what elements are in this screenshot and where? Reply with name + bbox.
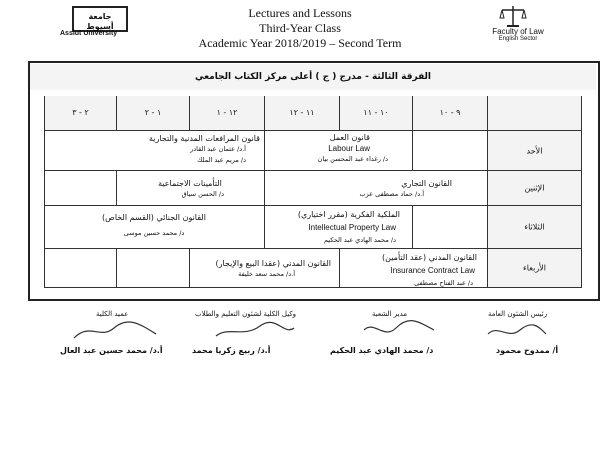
course-title: التأمينات الاجتماعية [158,179,222,188]
course-title: قانون العمل [329,133,370,142]
signature-title-dean: عميد الكلية [96,310,129,318]
wednesday-course-insurance [343,252,483,289]
grid-line [339,96,340,130]
professor-name: أ.د/ حماد مصطفى عزب [359,190,424,198]
monday-course-commercial [268,178,480,200]
wednesday-course-civil-sale [193,258,335,280]
signature-title-public-affairs: رئيس الشئون العامة [488,310,548,318]
tuesday-course-criminal [48,212,260,239]
header-line-1: Lectures and Lessons [248,6,352,20]
grid-line [264,130,265,170]
time-slot-11-12: ١١ - ١٢ [265,96,339,130]
grid-line [189,96,190,130]
day-monday: الإثنين [488,171,581,205]
signature-name-dean: أ.د/ محمد حسين عبد العال [60,346,163,355]
time-slot-2-3: ٢ - ٣ [45,96,116,130]
course-title-en: Insurance Contract Law [390,266,475,275]
course-title: قانون المرافعات المدنية والتجارية [148,134,260,143]
course-title: الملكية الفكرية (مقرر اختياري) [297,210,400,219]
time-slot-1-2: ١ - ٢ [117,96,189,130]
sunday-course-procedure [48,133,260,166]
grid-line [44,170,582,171]
university-logo-text: جامعة أسيوط [86,12,114,31]
monday-course-social-insurance [120,178,260,200]
grid-line [116,248,117,288]
professor-name: د/ مريم عبد الملك [197,156,246,164]
grid-line [412,130,413,170]
course-title: القانون التجاري [401,179,452,188]
header-line-3: Academic Year 2018/2019 – Second Term [198,36,402,50]
time-slot-9-10: ٩ - ١٠ [413,96,487,130]
professor-name: د/ محمد حسين موسى [123,229,185,237]
signature-name-public-affairs: أ/ ممدوح محمود [496,346,559,355]
tuesday-course-ip [268,209,408,246]
grid-line [189,248,190,288]
grid-line [264,170,265,205]
header-line-2: Third-Year Class [259,21,341,35]
days-header-cell [488,96,581,130]
signature-name-vice-dean: أ.د/ ربيع زكريا محمد [192,346,271,355]
grid-line [264,96,265,130]
university-name: Assiut University [60,30,118,37]
time-slot-12-1: ١٢ - ١ [190,96,264,130]
grid-line [44,130,582,131]
grid-line [116,170,117,205]
grid-line [44,205,582,206]
professor-name: د/ الحسن سياق [181,190,224,198]
public-affairs-signature-icon [482,318,552,344]
course-title: القانون المدني (عقد التأمين) [382,253,477,262]
vice-dean-signature-icon [210,318,300,344]
schedule-title: الفرقة الثالثة - مدرج ( ج ) أعلى مركز الكتاب الجامعي [30,64,596,90]
signature-title-vice-dean: وكيل الكلية لشئون التعليم والطلاب [195,310,297,318]
sunday-course-labour [268,132,408,165]
director-signature-icon [360,316,440,342]
time-slot-10-11: ١٠ - ١١ [340,96,412,130]
grid-line [44,248,582,249]
grid-line [116,96,117,130]
professor-name: د/ رغداء عبد المحسن بيان [317,155,388,163]
university-logo [72,6,128,32]
sector-name: English Sector [498,36,538,42]
professor-name: د/ محمد الهادي عبد الحكيم [323,236,396,244]
professor-name: د/ عبد الفتاح مصطفى [414,279,473,287]
grid-line [339,248,340,288]
dean-signature-icon [70,318,160,344]
professor-name: أ.د/ محمد سعد خليفة [238,270,295,278]
course-title-en: Intellectual Property Law [308,223,396,232]
signature-name-division-director: د/ محمد الهادي عبد الحكيم [330,346,434,355]
day-tuesday: الثلاثاء [488,206,581,248]
grid-line [487,96,488,288]
day-sunday: الأحد [488,131,581,170]
grid-line [412,96,413,130]
signature-title-division-director: مدير الشعبة [372,310,408,318]
course-title: القانون الجنائي (القسم الخاص) [102,213,206,222]
scales-of-justice-icon [498,4,528,28]
grid-line [412,205,413,248]
course-title-en: Labour Law [328,144,370,153]
day-wednesday: الأربعاء [488,249,581,287]
professor-name: أ.د/ عثمان عبد القادر [190,145,246,153]
faculty-name: Faculty of Law [492,27,544,36]
course-title: القانون المدني (عقدا البيع والإيجار) [215,259,331,268]
grid-line [264,205,265,248]
